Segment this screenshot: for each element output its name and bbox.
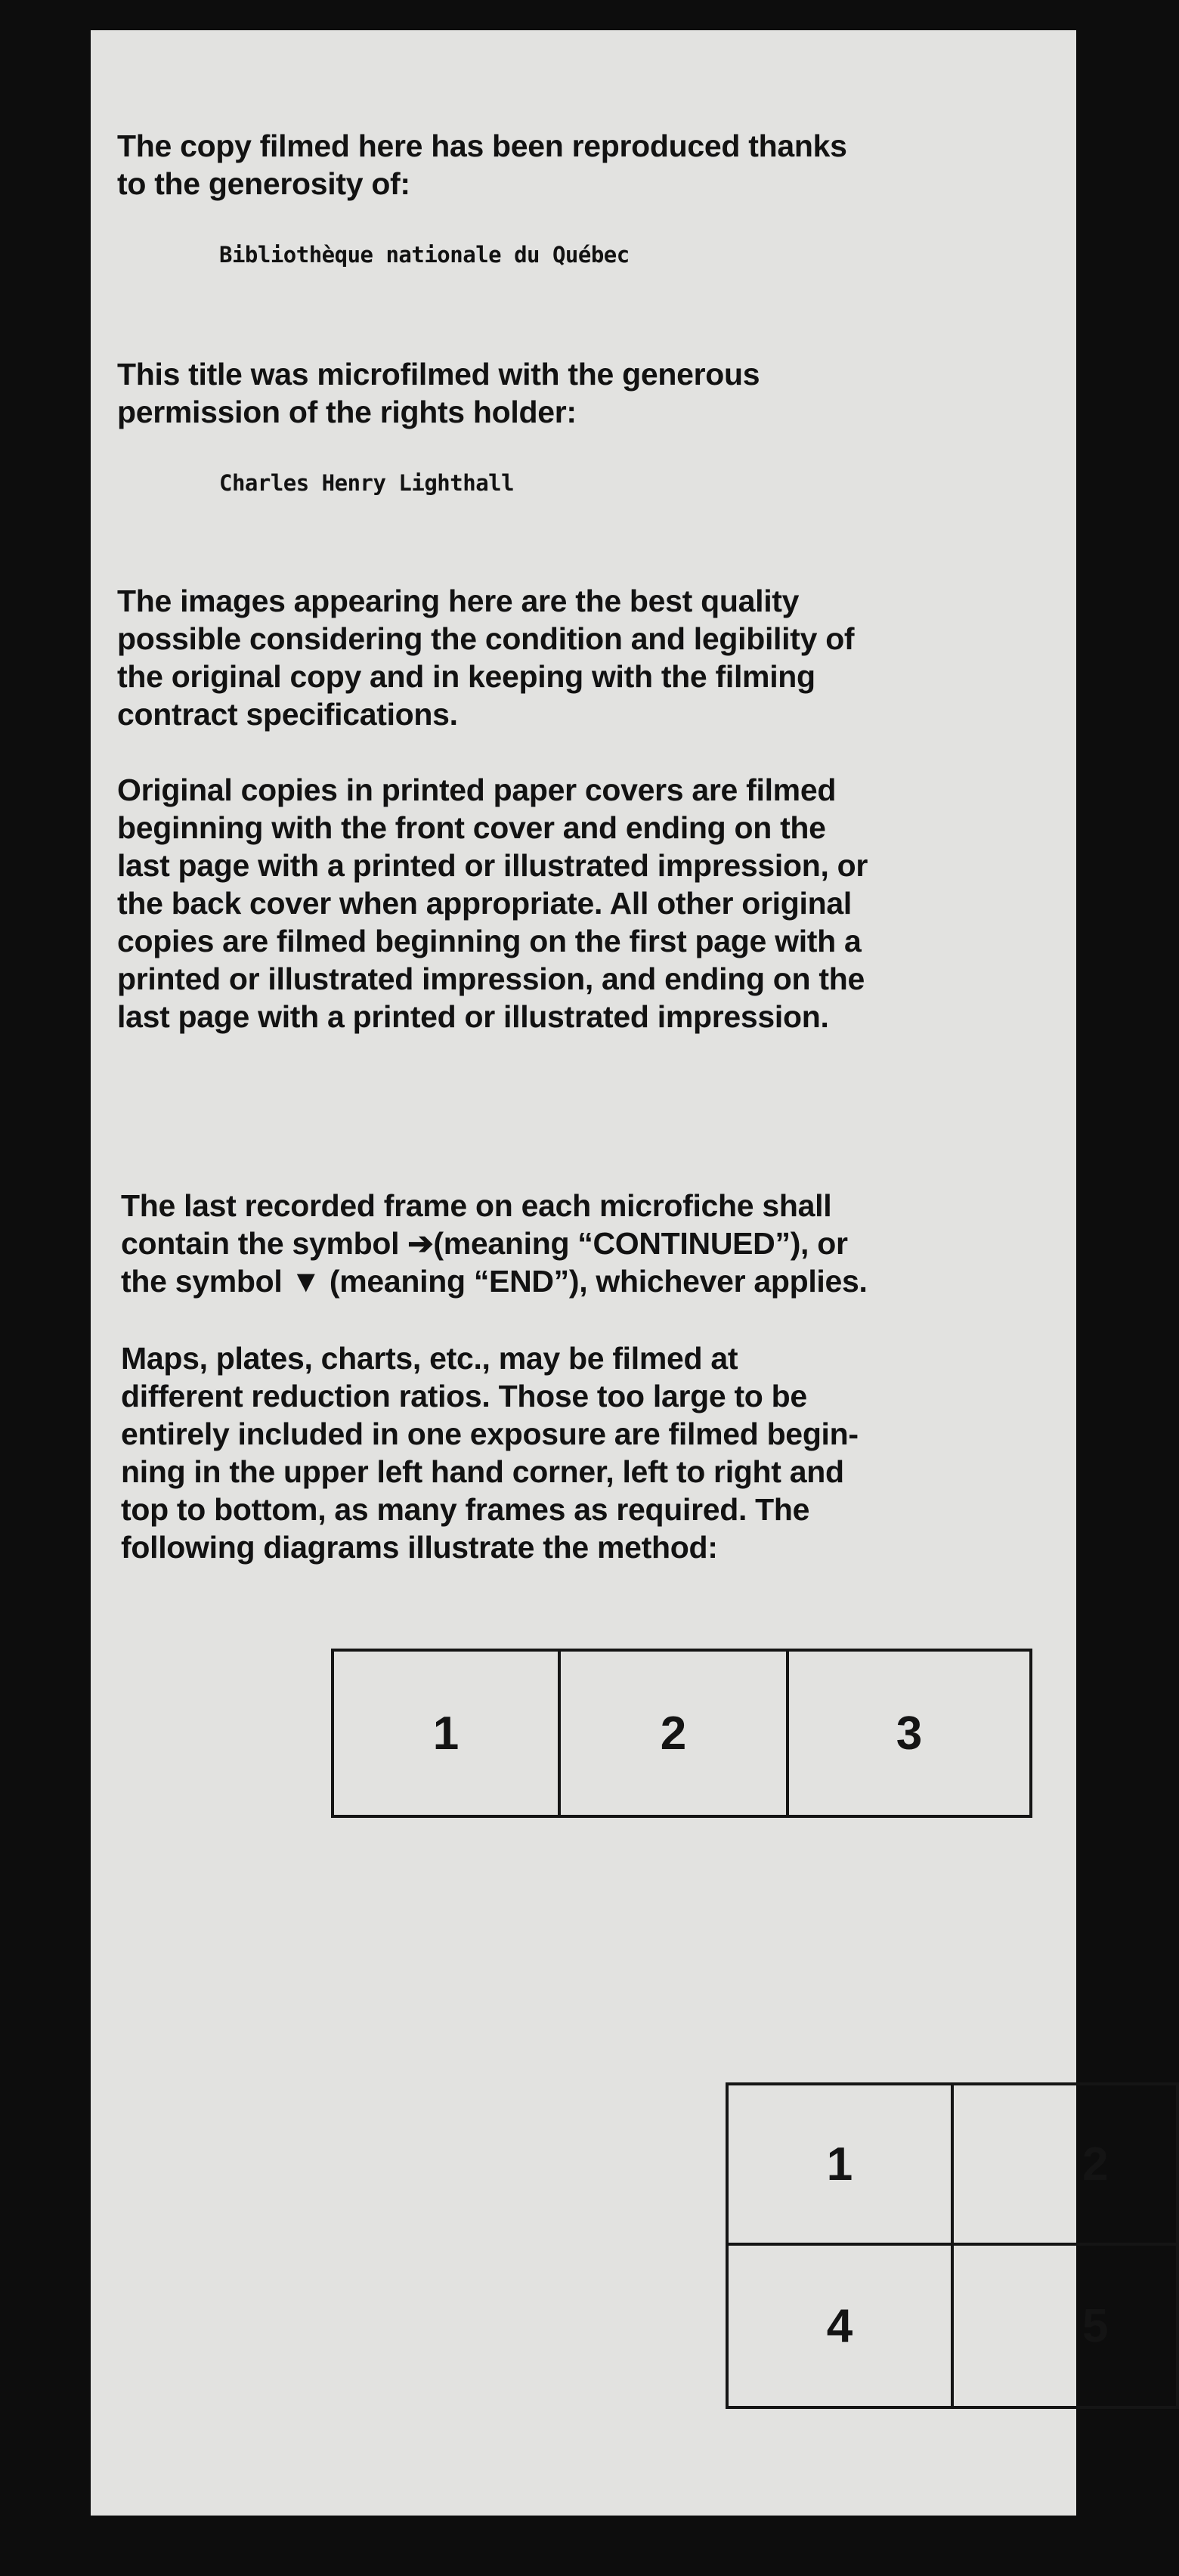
frame-cell: 2: [561, 1652, 789, 1815]
frame-order-row-diagram: [331, 1649, 1032, 1818]
notice-paragraph-2: This title was microfilmed with the generous permission of the rights holder:: [117, 357, 760, 429]
frame-order-grid-diagram: [726, 2082, 1179, 2409]
notice-paragraph-5: The last recorded frame on each microfiche shall contain the symbol ➔(meaning “CONTINUED”), or the symbol ▼ (meaning “END”), whichever applies.: [121, 1188, 868, 1299]
frame-cell: 3: [896, 1707, 923, 1760]
frame-cell: 1: [334, 1652, 561, 1815]
notice-paragraph-4: Original copies in printed paper covers are filmed beginning with the front cover and ending on the last page with a printed or illustrated impression, or the back cover when appropriate. All other original copies are filmed beginning on the first page with a printed or illustrated impression, and ending on the last page with a printed or illustrated impression.: [117, 772, 868, 1034]
frame-cell: 2: [954, 2085, 1176, 2246]
frame-cell: 1: [729, 2085, 954, 2246]
film-border: [91, 2516, 1076, 2576]
notice-paragraph-1: The copy filmed here has been reproduced thanks to the generosity of:: [117, 128, 847, 201]
institution-name: Bibliothèque nationale du Québec: [219, 242, 630, 268]
rights-holder-name: Charles Henry Lighthall: [219, 470, 515, 496]
frame-cell: 4: [729, 2246, 954, 2406]
frame-cell: 5: [1082, 2299, 1109, 2352]
notice-paragraph-6: Maps, plates, charts, etc., may be filmed at different reduction ratios. Those too large to be entirely included in one exposure are filmed begin- ning in the upper left hand corner, left to right and top to bottom, as many frames as required. The following diagrams illustrate the method:: [121, 1341, 859, 1565]
notice-paragraph-3: The images appearing here are the best quality possible considering the condition and legibility of the original copy and in keeping with the filming contract specifications.: [117, 584, 855, 732]
